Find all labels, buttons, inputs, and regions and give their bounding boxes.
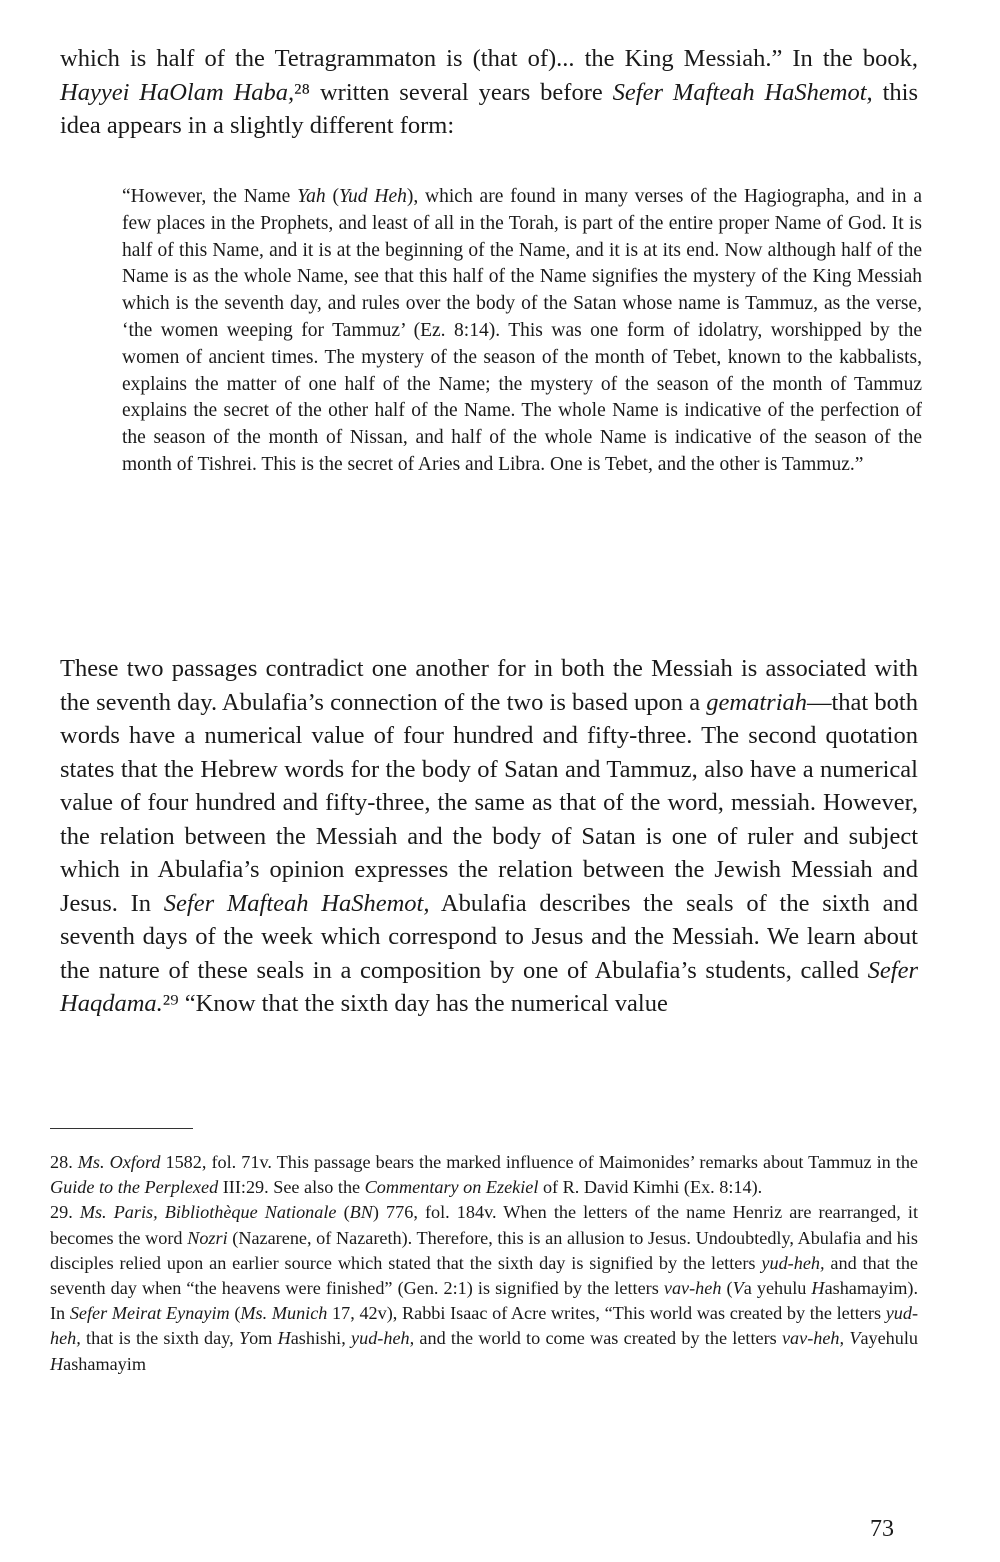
text-run: ashamayim xyxy=(63,1353,146,1374)
text-run: III:29. See also the xyxy=(218,1177,365,1198)
italic-text-run: Ms. Munich xyxy=(240,1303,328,1324)
italic-text-run: BN xyxy=(349,1202,373,1223)
italic-text-run: vav-heh, V xyxy=(781,1328,861,1349)
italic-text-run: Sefer Mafteah HaShemot, xyxy=(612,78,873,106)
text-run: written several years before xyxy=(310,78,613,106)
text-run: ²⁹ xyxy=(162,990,179,1017)
italic-text-run: H xyxy=(811,1278,825,1299)
footnotes xyxy=(50,1150,918,1377)
page-number: 73 xyxy=(870,1516,894,1542)
italic-text-run: Nozri xyxy=(187,1227,228,1248)
text-run: ( xyxy=(325,186,339,207)
text-run: These two passages contradict one another for in both the Messiah is associated with the seventh day. Abulafia’s connection of the two is based upon a xyxy=(60,655,918,716)
italic-text-run: Yah xyxy=(297,186,326,207)
text-run: 29. xyxy=(50,1202,80,1223)
quotation-text xyxy=(122,184,922,479)
text-run: ), which are found in many verses of the Hagiographa, and in a few places in the Prophets, and least of all in the Torah, is part of the entire proper Name of God. It is half of this Name, and it is at the beginning of the Name, and it is at its end. Now although half of the Name is as the whole Name, see that this half of the Name signifies the mystery of the King Messiah which is the seventh day, and rules over the body of the Satan whose name is Tammuz, as the verse, ‘the women weeping for Tammuz’ (Ez. 8:14). This was one form of idolatry, worshipped by the women of ancient times. The mystery of the season of the month of Tebet, known to the kabbalists, explains the matter of one half of the Name; the mystery of the season of the month of Tammuz explains the secret of the other half of the Name. The whole Name is indicative of the perfection of the season of the month of Nissan, and half of the whole Name is indicative of the season of the month of Tishrei. This is the secret of Aries and Libra. One is Tebet, and the other is Tammuz.” xyxy=(122,186,922,475)
text-run: 1582, fol. 71v. This passage bears the marked influence of Maimonides’ remarks about Tammuz in the xyxy=(160,1152,918,1172)
text-run: ashishi, xyxy=(290,1328,352,1349)
paragraph-text xyxy=(60,42,918,143)
italic-text-run: Sefer Haqdama. xyxy=(60,956,918,1017)
footnote-29 xyxy=(50,1200,918,1376)
italic-text-run: Hayyei HaOlam Haba, xyxy=(60,78,295,106)
italic-text-run: Guide to the Perplexed xyxy=(50,1177,219,1198)
footnote-28 xyxy=(50,1150,918,1200)
continued-paragraph xyxy=(60,42,918,143)
footnote-separator xyxy=(50,1128,193,1129)
italic-text-run: Yud Heh xyxy=(338,186,407,207)
text-run: ²⁸ xyxy=(294,78,311,106)
block-quotation xyxy=(122,184,922,479)
text-run: om xyxy=(249,1328,278,1349)
italic-text-run: yud-heh, xyxy=(50,1303,919,1349)
text-run: 17, 42v), Rabbi Isaac of Acre writes, “This world was created by the letters xyxy=(327,1303,886,1324)
text-run: ( xyxy=(721,1278,733,1299)
text-run: that is the sixth day, xyxy=(80,1328,239,1349)
italic-text-run: Ms. Paris, Bibliothèque Nationale xyxy=(79,1202,337,1223)
italic-text-run: H xyxy=(50,1353,64,1374)
paragraph-text xyxy=(60,652,918,1021)
text-run: which is half of the Tetragrammaton is (that of)... the King Messiah.” In the book, xyxy=(60,45,918,72)
text-run: and the world to come was created by the letters xyxy=(414,1328,782,1349)
text-run: ashamayim). In xyxy=(50,1278,918,1324)
text-run: —that both words have a numerical value of four hundred and fifty-three. The second quotation states that the Hebrew words for the body of Satan and Tammuz, also have a numerical value of four hundred and fifty-three, the same as that of the word, messiah. However, the relation between the Messiah and the body of Satan is one of ruler and subject which in Abulafia’s opinion expresses the relation between the Jewish Messiah and Jesus. In xyxy=(60,688,918,917)
text-run: a yehulu xyxy=(743,1278,812,1299)
italic-text-run: Sefer Meirat Eynayim xyxy=(69,1303,230,1324)
text-run: ) 776, fol. 184v. When the letters of the name Henriz are rearranged, it becomes the word xyxy=(50,1202,918,1248)
text-run: and that the seventh day when “the heavens were finished” (Gen. 2:1) is signified by the letters xyxy=(50,1252,918,1299)
text-run: “However, the Name xyxy=(122,186,298,207)
text-run: 28. xyxy=(50,1152,78,1172)
text-run: ayehulu xyxy=(860,1328,919,1349)
italic-text-run: Sefer Mafteah HaShemot, xyxy=(163,889,430,917)
italic-text-run: yud-heh, xyxy=(351,1328,415,1349)
text-run: this idea appears in a slightly different form: xyxy=(60,78,919,139)
body-paragraph xyxy=(60,652,918,1021)
italic-text-run: H xyxy=(277,1328,291,1349)
italic-text-run: Ms. Oxford xyxy=(77,1152,161,1172)
text-run: (Nazarene, of Nazareth). Therefore, this is an allusion to Jesus. Undoubtedly, Abulafia and his disciples relied upon an earlier source which stated that the sixth day is signified by the letters xyxy=(50,1227,918,1273)
text-run: Abulafia describes the seals of the sixth and seventh days of the week which correspond to Jesus and the Messiah. We learn about the nature of these seals in a composition by one of Abulafia’s students, called xyxy=(60,889,918,984)
text-run: “Know that the sixth day has the numerical value xyxy=(178,990,668,1017)
italic-text-run: gematriah xyxy=(706,688,807,716)
italic-text-run: vav-heh xyxy=(663,1278,722,1299)
text-run: ( xyxy=(229,1303,241,1324)
italic-text-run: V xyxy=(732,1278,744,1299)
text-run: of R. David Kimhi (Ex. 8:14). xyxy=(538,1177,763,1198)
text-run: ( xyxy=(336,1202,350,1223)
italic-text-run: yud-heh, xyxy=(761,1252,825,1273)
italic-text-run: Commentary on Ezekiel xyxy=(364,1177,539,1198)
italic-text-run: Y xyxy=(238,1328,250,1349)
